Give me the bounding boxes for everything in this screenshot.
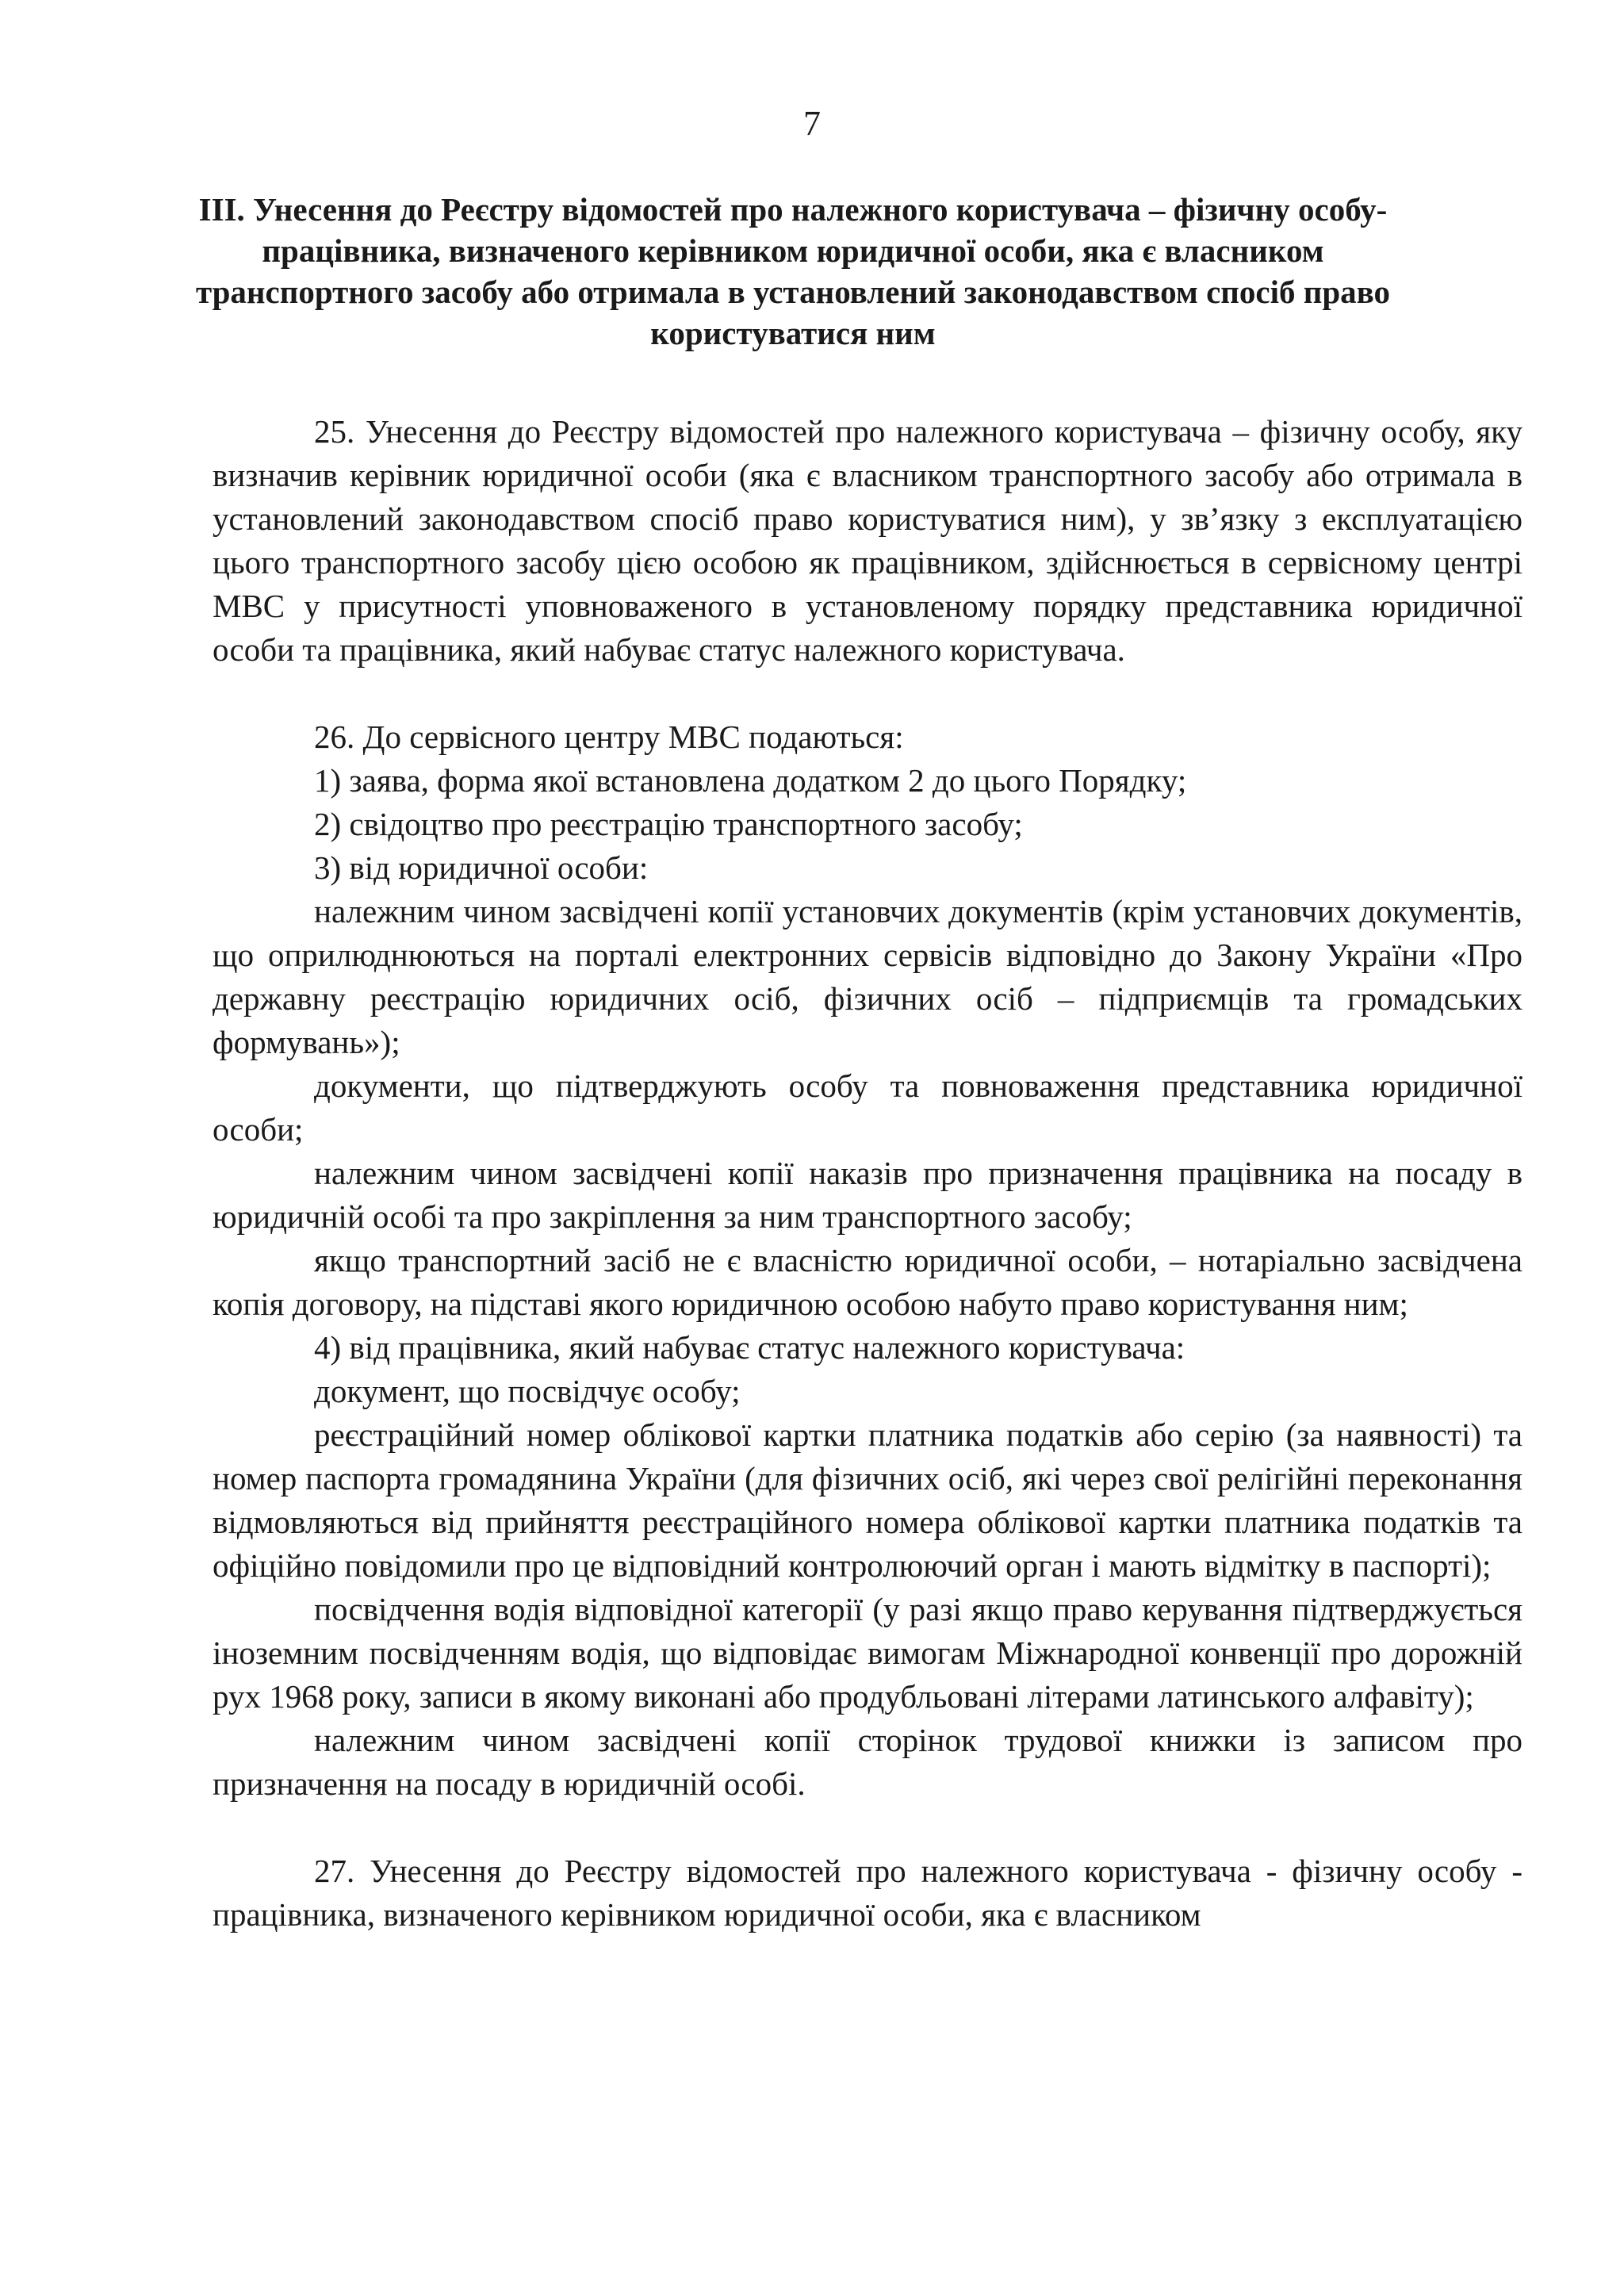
list-item: 4) від працівника, який набуває статус належного користувача: bbox=[314, 1329, 1185, 1366]
paragraph-26: 26. До сервісного центру МВС подаються: bbox=[314, 719, 904, 755]
list-item: 2) свідоцтво про реєстрацію транспортного засобу; bbox=[314, 806, 1023, 842]
section-heading: III. Унесення до Реєстру відомостей про належного користувача – фізичну особу-працівника, визначеного керівником юридичної особи, яка є власником транспортного засобу або отримала в установлений законодавством спосіб право користуватися ним bbox=[195, 191, 1391, 351]
list-item: належним чином засвідчені копії установчих документів (крім установчих документів, що оприлюднюються на порталі електронних сервісів відповідно до Закону України «Про державну реєстрацію юридичних осіб, фізичних осіб – підприємців та громадських формувань»); bbox=[213, 893, 1522, 1060]
list-item: документ, що посвідчує особу; bbox=[314, 1373, 741, 1409]
paragraph-27: 27. Унесення до Реєстру відомостей про належного користувача - фізичну особу - працівника, визначеного керівником юридичної особи, яка є власником bbox=[213, 1853, 1522, 1933]
paragraph-25: 25. Унесення до Реєстру відомостей про належного користувача – фізичну особу, яку визначив керівник юридичної особи (яка є власником транспортного засобу або отримала в установлений законодавством спосіб право користуватися ним), у зв’язку з експлуатацією цього транспортного засобу цією особою як працівником, здійснюється в сервісному центрі МВС у присутності уповноваженого в установленому порядку представника юридичної особи та працівника, який набуває статус належного користувача. bbox=[213, 413, 1522, 668]
list-item: документи, що підтверджують особу та повноваження представника юридичної особи; bbox=[213, 1067, 1522, 1148]
list-item: посвідчення водія відповідної категорії (у разі якщо право керування підтверджується іноземним посвідченням водія, що відповідає вимогам Міжнародної конвенції про дорожній рух 1968 року, записи в якому виконані або продубльовані літерами латинського алфавіту); bbox=[213, 1591, 1522, 1715]
list-item: 3) від юридичної особи: bbox=[314, 849, 649, 886]
list-item: належним чином засвідчені копії наказів про призначення працівника на посаду в юридичній особі та про закріплення за ним транспортного засобу; bbox=[213, 1155, 1522, 1235]
list-item: належним чином засвідчені копії сторінок трудової книжки із записом про призначення на посаду в юридичній особі. bbox=[213, 1722, 1522, 1802]
list-item: якщо транспортний засіб не є власністю юридичної особи, – нотаріально засвідчена копія договору, на підставі якого юридичною особою набуто право користування ним; bbox=[213, 1242, 1522, 1322]
list-item: реєстраційний номер облікової картки платника податків або серію (за наявності) та номер паспорта громадянина України (для фізичних осіб, які через свої релігійні переконання відмовляються від прийняття реєстраційного номера облікової картки платника податків та офіційно повідомили про це відповідний контролюючий орган і мають відмітку в паспорті); bbox=[213, 1416, 1522, 1584]
list-item: 1) заява, форма якої встановлена додатком 2 до цього Порядку; bbox=[314, 762, 1187, 799]
page-number: 7 bbox=[803, 104, 821, 143]
document-body bbox=[213, 410, 1522, 1937]
